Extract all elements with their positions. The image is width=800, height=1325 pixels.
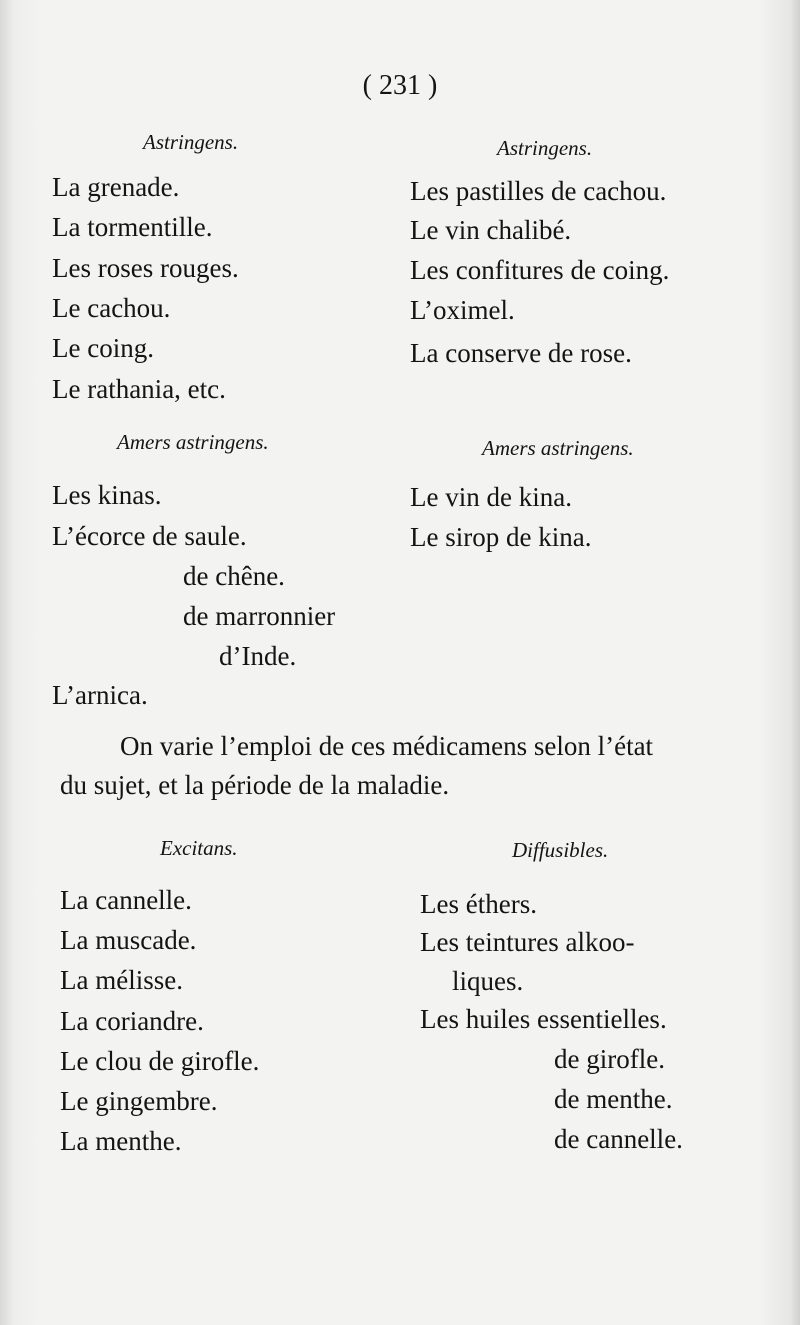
section1-right-item: Les confitures de coing. — [410, 255, 670, 285]
section1-left-item: Les roses rouges. — [52, 253, 239, 283]
page-number: ( 231 ) — [362, 70, 438, 101]
section2-right-item: Le vin de kina. — [410, 482, 572, 512]
section3-left-item: La mélisse. — [60, 965, 183, 995]
section1-right-item: L’oximel. — [410, 295, 515, 325]
body-paragraph — [60, 727, 760, 805]
section3-left-item: La menthe. — [60, 1126, 182, 1156]
section3-right-item: de cannelle. — [554, 1124, 683, 1154]
section1-right-heading: Astringens. — [497, 136, 593, 160]
section1-left-item: La tormentille. — [52, 212, 213, 242]
section2-left-item: L’écorce de saule. — [52, 521, 247, 551]
section2-left-item: Les kinas. — [52, 480, 162, 510]
section3-left-item: La coriandre. — [60, 1006, 204, 1036]
section2-left-item: de chêne. — [183, 561, 285, 591]
section1-left-item: Le rathania, etc. — [52, 374, 226, 404]
section1-right-item: Le vin chalibé. — [410, 215, 572, 245]
section1-right-item: La conserve de rose. — [410, 338, 632, 368]
section1-left-item: Le coing. — [52, 333, 154, 363]
section3-right-item: Les huiles essentielles. — [420, 1004, 667, 1034]
section1-right-item: Les pastilles de cachou. — [410, 176, 667, 206]
section3-left-item: Le gingembre. — [60, 1086, 218, 1116]
section2-right-item: Le sirop de kina. — [410, 522, 592, 552]
paragraph-line: du sujet, et la période de la maladie. — [60, 770, 450, 800]
section3-right-item: Les teintures alkoo- — [420, 927, 635, 957]
section3-left-item: La muscade. — [60, 925, 197, 955]
section3-left-item: La cannelle. — [60, 885, 192, 915]
section2-left-item: de marronnier — [183, 601, 336, 631]
section3-right-item: de menthe. — [554, 1084, 673, 1114]
section1-left-item: Le cachou. — [52, 293, 171, 323]
section1-left-heading: Astringens. — [143, 130, 239, 154]
paragraph-line: On varie l’emploi de ces médicamens selon l’état — [120, 731, 654, 761]
section3-right-item: liques. — [452, 966, 524, 996]
section2-left-item: L’arnica. — [52, 680, 148, 710]
section3-right-item: de girofle. — [554, 1044, 665, 1074]
section3-left-item: Le clou de girofle. — [60, 1046, 260, 1076]
section2-left-item: d’Inde. — [219, 641, 297, 671]
section1-left-item: La grenade. — [52, 172, 180, 202]
section3-left-heading: Excitans. — [160, 836, 238, 860]
section3-right-heading: Diffusibles. — [512, 838, 609, 862]
section3-right-item: Les éthers. — [420, 889, 537, 919]
section2-left-heading: Amers astringens. — [117, 430, 269, 454]
section2-right-heading: Amers astringens. — [482, 436, 634, 460]
